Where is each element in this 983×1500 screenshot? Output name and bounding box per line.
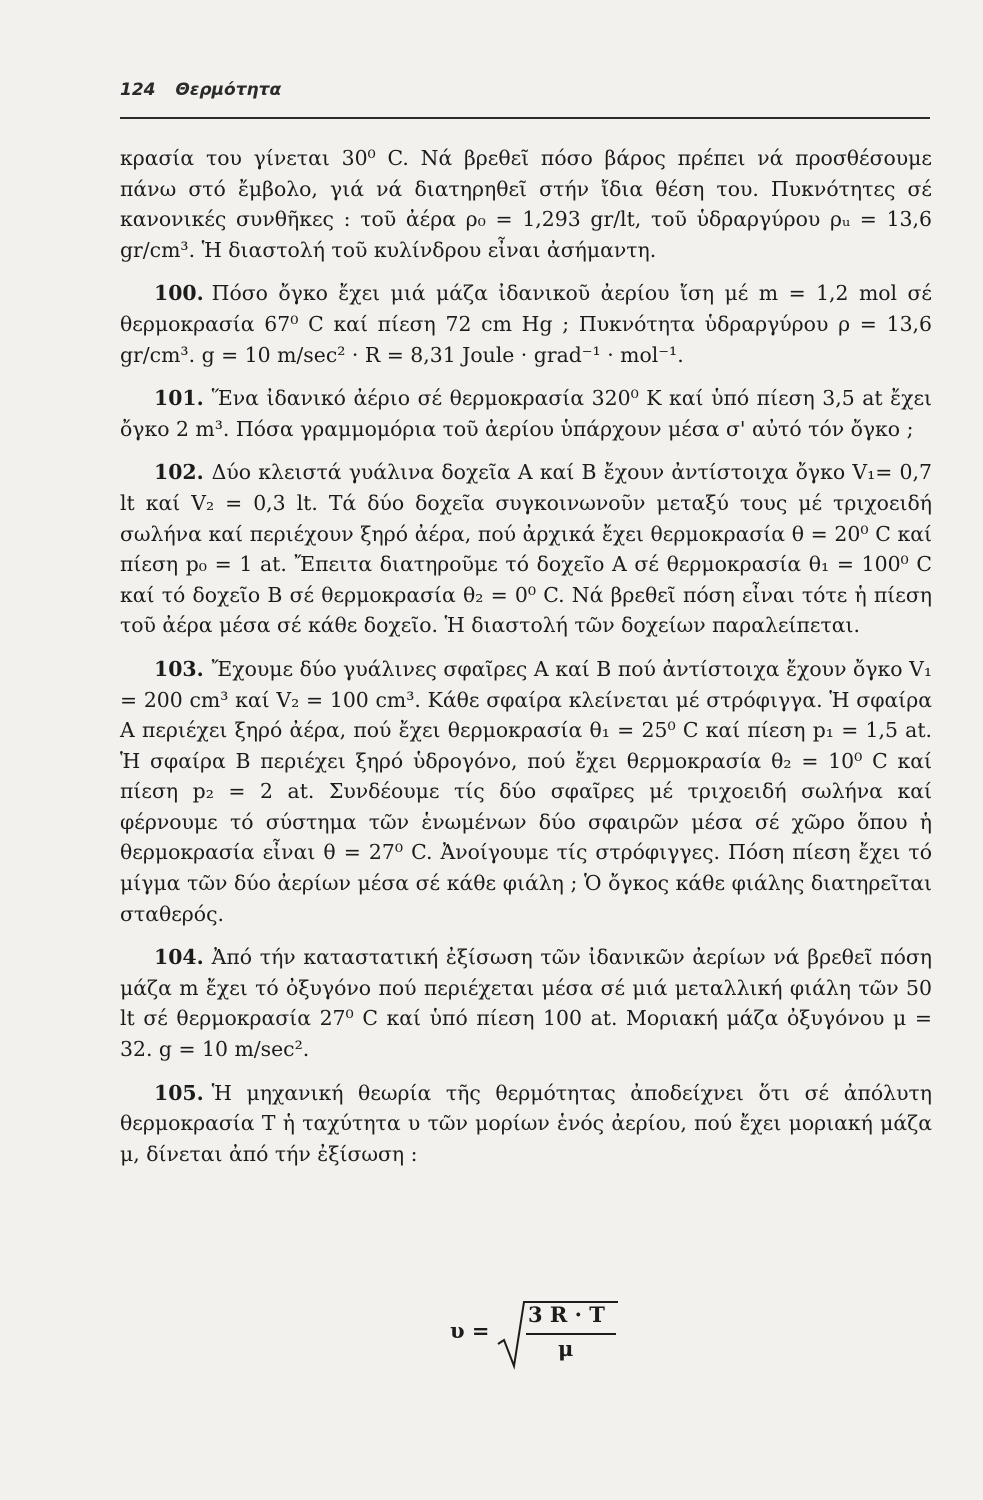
exercise-100: [120, 278, 932, 370]
exercise-number: 102.: [154, 460, 204, 485]
paragraph-text: κρασία του γίνεται 30⁰ C. Νά βρεθεῖ πόσο βάρος πρέπει νά προσθέσουμε πάνω στό ἔμβολο, γιά νά διατηρηθεῖ στήν ἴδια θέση του. Πυκνότητες σέ κανονικές συνθῆκες : τοῦ ἀέρα ρ₀ = 1,293 gr/lt, τοῦ ὑδραργύρου ρᵤ = 13,6 gr/cm³. Ἡ διαστολή τοῦ κυλίνδρου εἶναι ἀσήμαντη.: [120, 146, 932, 262]
exercise-number: 104.: [154, 945, 204, 970]
chapter-title: Θερμότητα: [175, 80, 282, 100]
page-content: [120, 143, 932, 1182]
exercise-105: [120, 1078, 932, 1170]
exercise-102: [120, 457, 932, 641]
exercise-text: Ἡ μηχανική θεωρία τῆς θερμότητας ἀποδείχνει ὅτι σέ ἀπόλυτη θερμοκρασία T ἡ ταχύτητα υ τῶν μορίων ἑνός ἀερίου, πού ἔχει μοριακή μάζα μ, δίνεται ἀπό τήν ἐξίσωση :: [120, 1080, 932, 1166]
fraction-bar: [526, 1333, 616, 1335]
exercise-number: 101.: [154, 386, 204, 411]
exercise-number: 105.: [154, 1080, 204, 1105]
page-header: [120, 80, 930, 100]
exercise-text: Ἀπό τήν καταστατική ἐξίσωση τῶν ἰδανικῶν ἀερίων νά βρεθεῖ πόση μάζα m ἔχει τό ὀξυγόνο πού περιέχεται μέσα σέ μιά μεταλλική φιάλη τῶν 50 lt σέ θερμοκρασία 27⁰ C καί ὑπό πίεση 100 at. Μοριακή μάζα ὀξυγόνου μ = 32. g = 10 m/sec².: [120, 945, 932, 1062]
exercise-101: [120, 383, 932, 444]
paragraph-continuation: [120, 143, 932, 265]
formula-numerator: 3 R · T: [528, 1302, 605, 1327]
exercise-number: 103.: [154, 656, 204, 681]
header-rule: [120, 117, 930, 119]
exercise-103: [120, 654, 932, 929]
exercise-104: [120, 942, 932, 1064]
page-number: 124: [120, 80, 156, 100]
formula-denominator: μ: [558, 1336, 574, 1361]
velocity-formula: [440, 1300, 640, 1370]
exercise-number: 100.: [154, 281, 204, 306]
exercise-text: Πόσο ὄγκο ἔχει μιά μάζα ἰδανικοῦ ἀερίου ἴση μέ m = 1,2 mol σέ θερμοκρασία 67⁰ C καί πίεση 72 cm Hg ; Πυκνότητα ὑδραργύρου ρ = 13,6 gr/cm³. g = 10 m/sec² · R = 8,31 Joule · grad⁻¹ · mol⁻¹.: [120, 281, 932, 367]
exercise-text: Ἔχουμε δύο γυάλινες σφαῖρες Α καί Β πού ἀντίστοιχα ἔχουν ὄγκο V₁ = 200 cm³ καί V₂ = 100 cm³. Κάθε σφαίρα κλείνεται μέ στρόφιγγα. Ἡ σφαίρα Α περιέχει ξηρό ἀέρα, πού ἔχει θερμοκρασία θ₁ = 25⁰ C καί πίεση p₁ = 1,5 at. Ἡ σφαίρα Β περιέχει ξηρό ὑδρογόνο, πού ἔχει θερμοκρασία θ₂ = 10⁰ C καί πίεση p₂ = 2 at. Συνδέουμε τίς δύο σφαῖρες μέ τριχοειδή σωλήνα καί φέρνουμε τό σύστημα τῶν ἑνωμένων δύο σφαιρῶν μέσα σέ χῶρο ὅπου ἡ θερμοκρασία εἶναι θ = 27⁰ C. Ἀνοίγουμε τίς στρόφιγγες. Πόση πίεση ἔχει τό μίγμα τῶν δύο ἀερίων μέσα σέ κάθε φιάλη ; Ὁ ὄγκος κάθε φιάλης διατηρεῖται σταθερός.: [120, 656, 932, 926]
exercise-text: Ἕνα ἰδανικό ἀέριο σέ θερμοκρασία 320⁰ K καί ὑπό πίεση 3,5 at ἔχει ὄγκο 2 m³. Πόσα γραμμομόρια τοῦ ἀερίου ὑπάρχουν μέσα σ' αὐτό τόν ὄγκο ;: [120, 386, 932, 441]
exercise-text: Δύο κλειστά γυάλινα δοχεῖα Α καί Β ἔχουν ἀντίστοιχα ὄγκο V₁= 0,7 lt καί V₂ = 0,3 lt. Τά δύο δοχεῖα συγκοινωνοῦν μεταξύ τους μέ τριχοειδή σωλήνα καί περιέχουν ξηρό ἀέρα, πού ἀρχικά ἔχει θερμοκρασία θ = 20⁰ C καί πίεση p₀ = 1 at. Ἔπειτα διατηροῦμε τό δοχεῖο Α σέ θερμοκρασία θ₁ = 100⁰ C καί τό δοχεῖο Β σέ θερμοκρασία θ₂ = 0⁰ C. Νά βρεθεῖ πόση εἶναι τότε ἡ πίεση τοῦ ἀέρα μέσα σέ κάθε δοχεῖο. Ἡ διαστολή τῶν δοχείων παραλείπεται.: [120, 460, 932, 638]
formula-lhs: υ =: [450, 1318, 490, 1343]
